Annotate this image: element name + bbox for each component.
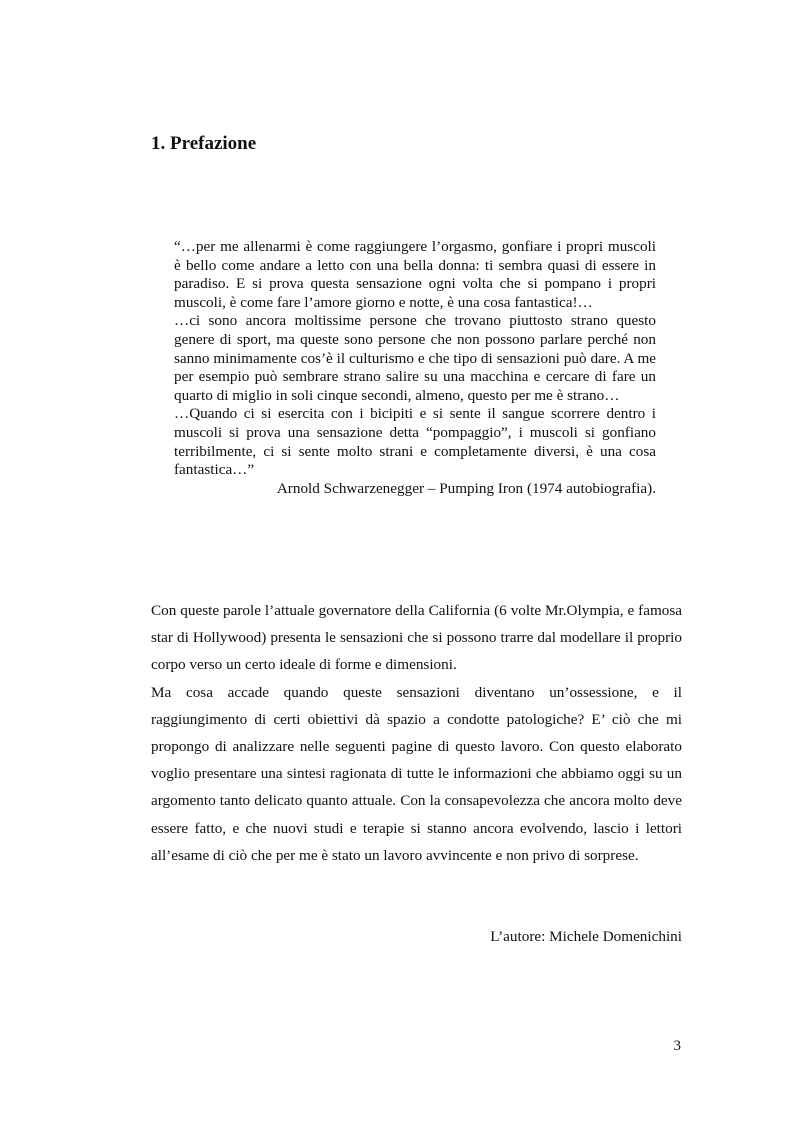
- body-paragraph: Ma cosa accade quando queste sensazioni diventano un’ossessione, e il raggiungimento di certi obiettivi dà spazio a condotte patologiche? E’ ciò che mi propongo di analizzare nelle seguenti pagine di questo lavoro. Con questo elaborato voglio presentare una sintesi ragionata di tutte le informazioni che abbiamo oggi su un argomento tanto delicato quanto attuale. Con la consapevolezza che ancora molto deve essere fatto, e che nuovi studi e terapie si stanno ancora evolvendo, lascio i lettori all’esame di ciò che per me è stato un lavoro avvincente e non privo di sorprese.: [151, 683, 682, 864]
- quote-paragraph: “…per me allenarmi è come raggiungere l’orgasmo, gonfiare i propri muscoli è bello come andare a letto con una bella donna: ti sembra quasi di essere in paradiso. E si prova questa sensazione ogni volta che si pompano i propri muscoli, è come fare l’amore giorno e notte, è una cosa fantastica!…: [174, 238, 656, 311]
- body-paragraph: Con queste parole l’attuale governatore della California (6 volte Mr.Olympia, e famosa star di Hollywood) presenta le sensazioni che si possono trarre dal modellare il proprio corpo verso un certo ideale di forme e dimensioni.: [151, 602, 682, 674]
- body-text: [151, 597, 682, 869]
- quote-attribution: Arnold Schwarzenegger – Pumping Iron (1974 autobiografia).: [276, 479, 656, 497]
- quote-paragraph: …Quando ci si esercita con i bicipiti e si sente il sangue scorrere dentro i muscoli si prova una sensazione detta “pompaggio”, i muscoli si gonfiano terribilmente, ci si sente molto strani e completamente diversi, è una cosa fantastica…”: [174, 405, 656, 479]
- epigraph-quote: [174, 238, 656, 498]
- quote-paragraph: …ci sono ancora moltissime persone che trovano piuttosto strano questo genere di sport, ma queste sono persone che non possono parlare perché non sanno minimamente cos’è il culturismo e che tipo di sensazioni può dare. A me per esempio può sembrare strano salire su una macchina e cercare di fare un quarto di miglio in soli cinque secondi, almeno, questo per me è strano…: [174, 312, 656, 404]
- page-title: 1. Prefazione: [151, 133, 257, 154]
- author-signature: L’autore: Michele Domenichini: [490, 928, 682, 945]
- page-number: 3: [673, 1038, 681, 1054]
